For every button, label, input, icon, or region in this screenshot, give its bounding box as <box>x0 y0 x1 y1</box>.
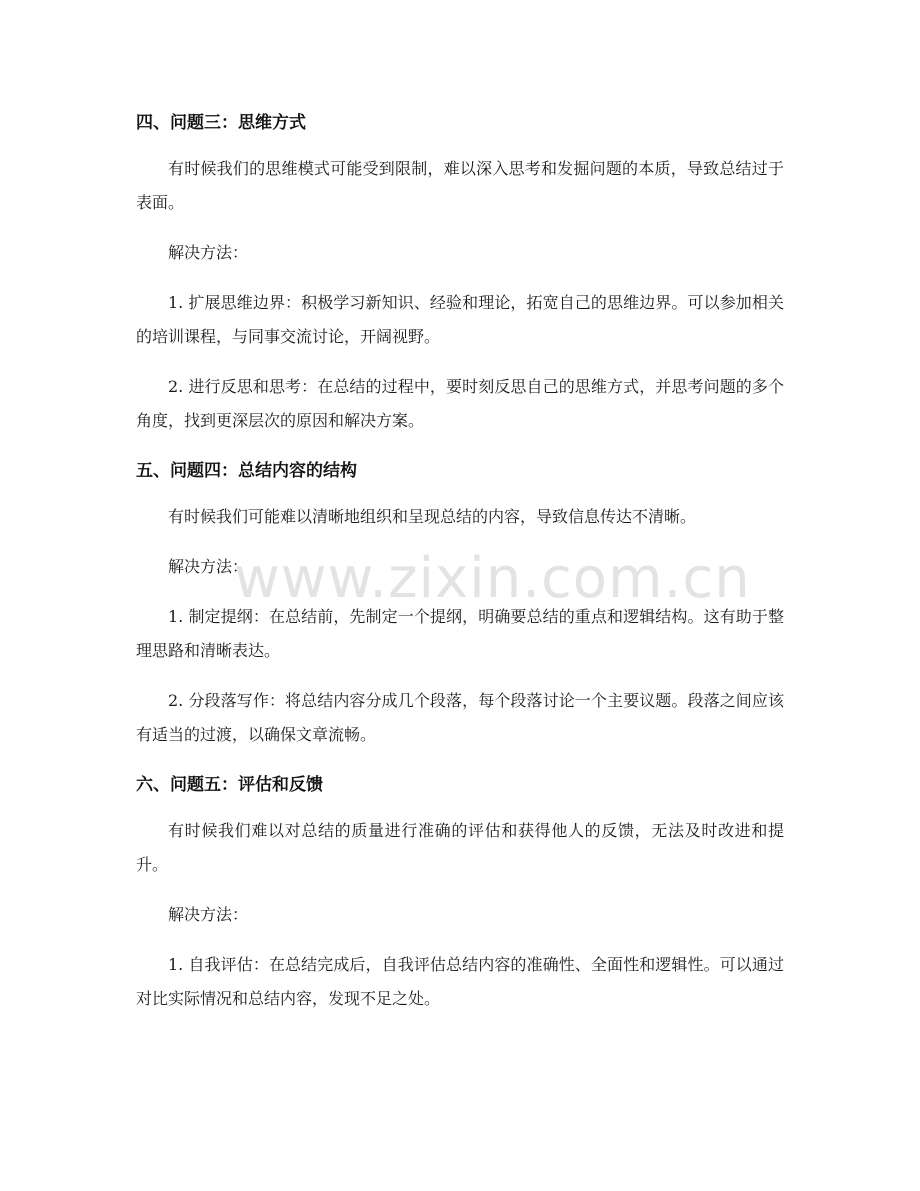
solution-label: 解决方法： <box>168 243 249 262</box>
section-heading: 六、问题五：评估和反馈 <box>136 775 323 795</box>
solution-item: 1. 自我评估：在总结完成后，自我评估总结内容的准确性、全面性和逻辑性。可以通过对比实际情况和总结内容，发现不足之处。 <box>136 955 784 1008</box>
section-heading: 五、问题四：总结内容的结构 <box>136 461 357 481</box>
solution-item: 1. 扩展思维边界：积极学习新知识、经验和理论，拓宽自己的思维边界。可以参加相关的培训课程，与同事交流讨论，开阔视野。 <box>136 293 784 346</box>
solution-item: 2. 分段落写作：将总结内容分成几个段落，每个段落讨论一个主要议题。段落之间应该有适当的过渡，以确保文章流畅。 <box>136 691 784 744</box>
section-problem-4 <box>136 454 784 752</box>
solution-item: 2. 进行反思和思考：在总结的过程中，要时刻反思自己的思维方式，并思考问题的多个角度，找到更深层次的原因和解决方案。 <box>136 377 784 430</box>
solution-label: 解决方法： <box>168 905 249 924</box>
section-intro: 有时候我们的思维模式可能受到限制，难以深入思考和发掘问题的本质，导致总结过于表面。 <box>136 159 784 212</box>
section-heading: 四、问题三：思维方式 <box>136 113 306 133</box>
solution-label: 解决方法： <box>168 557 249 576</box>
section-intro: 有时候我们难以对总结的质量进行准确的评估和获得他人的反馈，无法及时改进和提升。 <box>136 821 784 874</box>
document-content <box>136 106 784 1032</box>
section-problem-5 <box>136 768 784 1016</box>
section-problem-3 <box>136 106 784 438</box>
section-intro: 有时候我们可能难以清晰地组织和呈现总结的内容，导致信息传达不清晰。 <box>168 507 697 526</box>
solution-item: 1. 制定提纲：在总结前，先制定一个提纲，明确要总结的重点和逻辑结构。这有助于整理思路和清晰表达。 <box>136 607 784 660</box>
watermark: www.zixin.com.cn <box>234 546 751 611</box>
